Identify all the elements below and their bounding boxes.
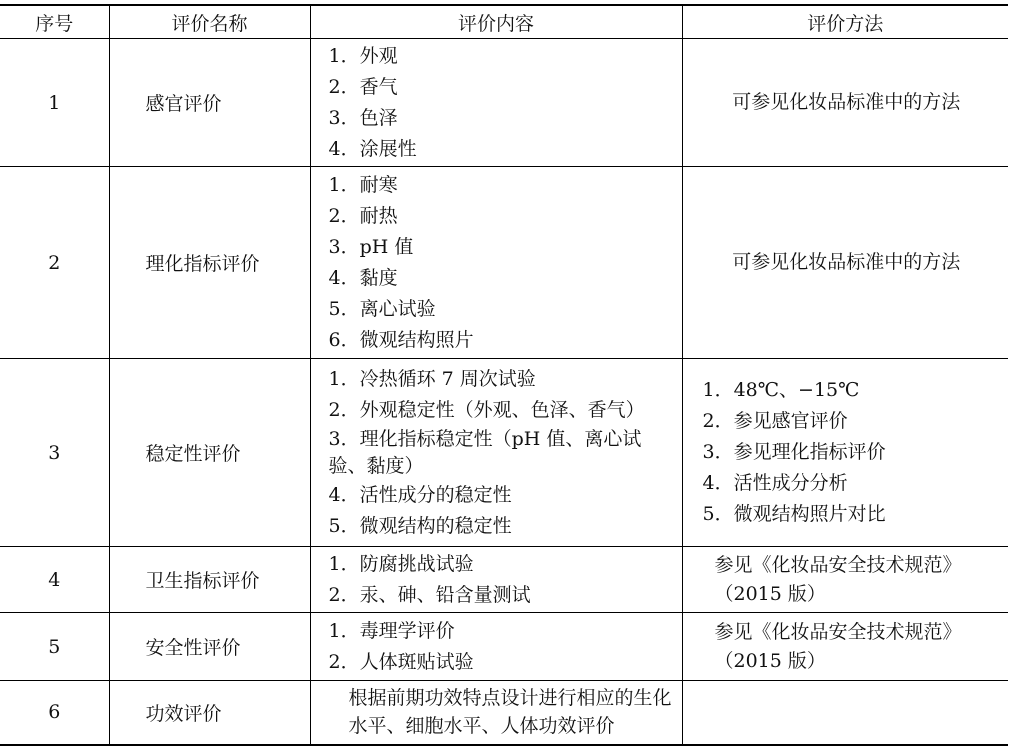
content-line: 4．活性成分的稳定性: [328, 483, 512, 506]
table-row: [0, 39, 1008, 167]
row-method: [682, 167, 1008, 359]
evaluation-table: [0, 4, 1008, 746]
content-line: 6．微观结构照片: [328, 328, 474, 351]
row-content: [310, 39, 682, 167]
content-line: 2．汞、砷、铅含量测试: [328, 583, 531, 606]
row-method: [682, 359, 1008, 547]
table-row: [0, 613, 1008, 681]
content-line: 2．人体斑贴试验: [328, 650, 474, 673]
row-no: 1: [0, 39, 109, 167]
content-line: 3．理化指标稳定性（pH 值、离心试验、黏度）: [328, 427, 642, 477]
row-method: [682, 39, 1008, 167]
content-line: 2．耐热: [328, 204, 398, 227]
header-method: 评价方法: [682, 5, 1008, 39]
method-line: 参见《化妆品安全技术规范》（2015 版）: [714, 620, 962, 672]
row-no: 5: [0, 613, 109, 681]
row-content: [310, 613, 682, 681]
method-line: 4．活性成分分析: [702, 472, 848, 494]
row-method: [682, 681, 1008, 745]
method-line: 3．参见理化指标评价: [702, 441, 886, 463]
content-line: 1．防腐挑战试验: [328, 552, 474, 575]
method-line: 1．48℃、−15℃: [702, 379, 860, 401]
row-content: [310, 359, 682, 547]
row-no: 2: [0, 167, 109, 359]
row-method: [682, 613, 1008, 681]
content-line: 3．色泽: [328, 106, 398, 129]
content-line: 1．耐寒: [328, 173, 398, 196]
content-line: 1．毒理学评价: [328, 619, 455, 642]
row-method: [682, 547, 1008, 613]
row-name: 卫生指标评价: [109, 547, 310, 613]
row-name: 稳定性评价: [109, 359, 310, 547]
content-line: 5．离心试验: [328, 297, 436, 320]
row-name: 理化指标评价: [109, 167, 310, 359]
row-content: [310, 167, 682, 359]
header-content: 评价内容: [310, 5, 682, 39]
content-line: 4．涂展性: [328, 137, 417, 160]
header-row: [0, 5, 1008, 39]
content-line: 2．香气: [328, 75, 398, 98]
content-line: 1．冷热循环 7 周次试验: [328, 367, 536, 390]
row-content: [310, 547, 682, 613]
method-line: 可参见化妆品标准中的方法: [732, 251, 961, 273]
table-row: [0, 681, 1008, 745]
content-line: 3．pH 值: [328, 235, 414, 258]
row-no: 3: [0, 359, 109, 547]
content-line: 根据前期功效特点设计进行相应的生化水平、细胞水平、人体功效评价: [348, 687, 672, 738]
table-row: [0, 359, 1008, 547]
content-line: 2．外观稳定性（外观、色泽、香气）: [328, 398, 645, 421]
row-name: 感官评价: [109, 39, 310, 167]
header-no: 序号: [0, 5, 109, 39]
method-line: 5．微观结构照片对比: [702, 503, 886, 525]
row-name: 功效评价: [109, 681, 310, 745]
table-row: [0, 167, 1008, 359]
content-line: 4．黏度: [328, 266, 398, 289]
row-no: 4: [0, 547, 109, 613]
content-line: 1．外观: [328, 44, 398, 67]
method-line: 2．参见感官评价: [702, 410, 848, 432]
row-content: [310, 681, 682, 745]
header-name: 评价名称: [109, 5, 310, 39]
row-no: 6: [0, 681, 109, 745]
method-line: 可参见化妆品标准中的方法: [732, 91, 961, 113]
row-name: 安全性评价: [109, 613, 310, 681]
table-row: [0, 547, 1008, 613]
content-line: 5．微观结构的稳定性: [328, 514, 512, 537]
method-line: 参见《化妆品安全技术规范》（2015 版）: [714, 553, 962, 605]
